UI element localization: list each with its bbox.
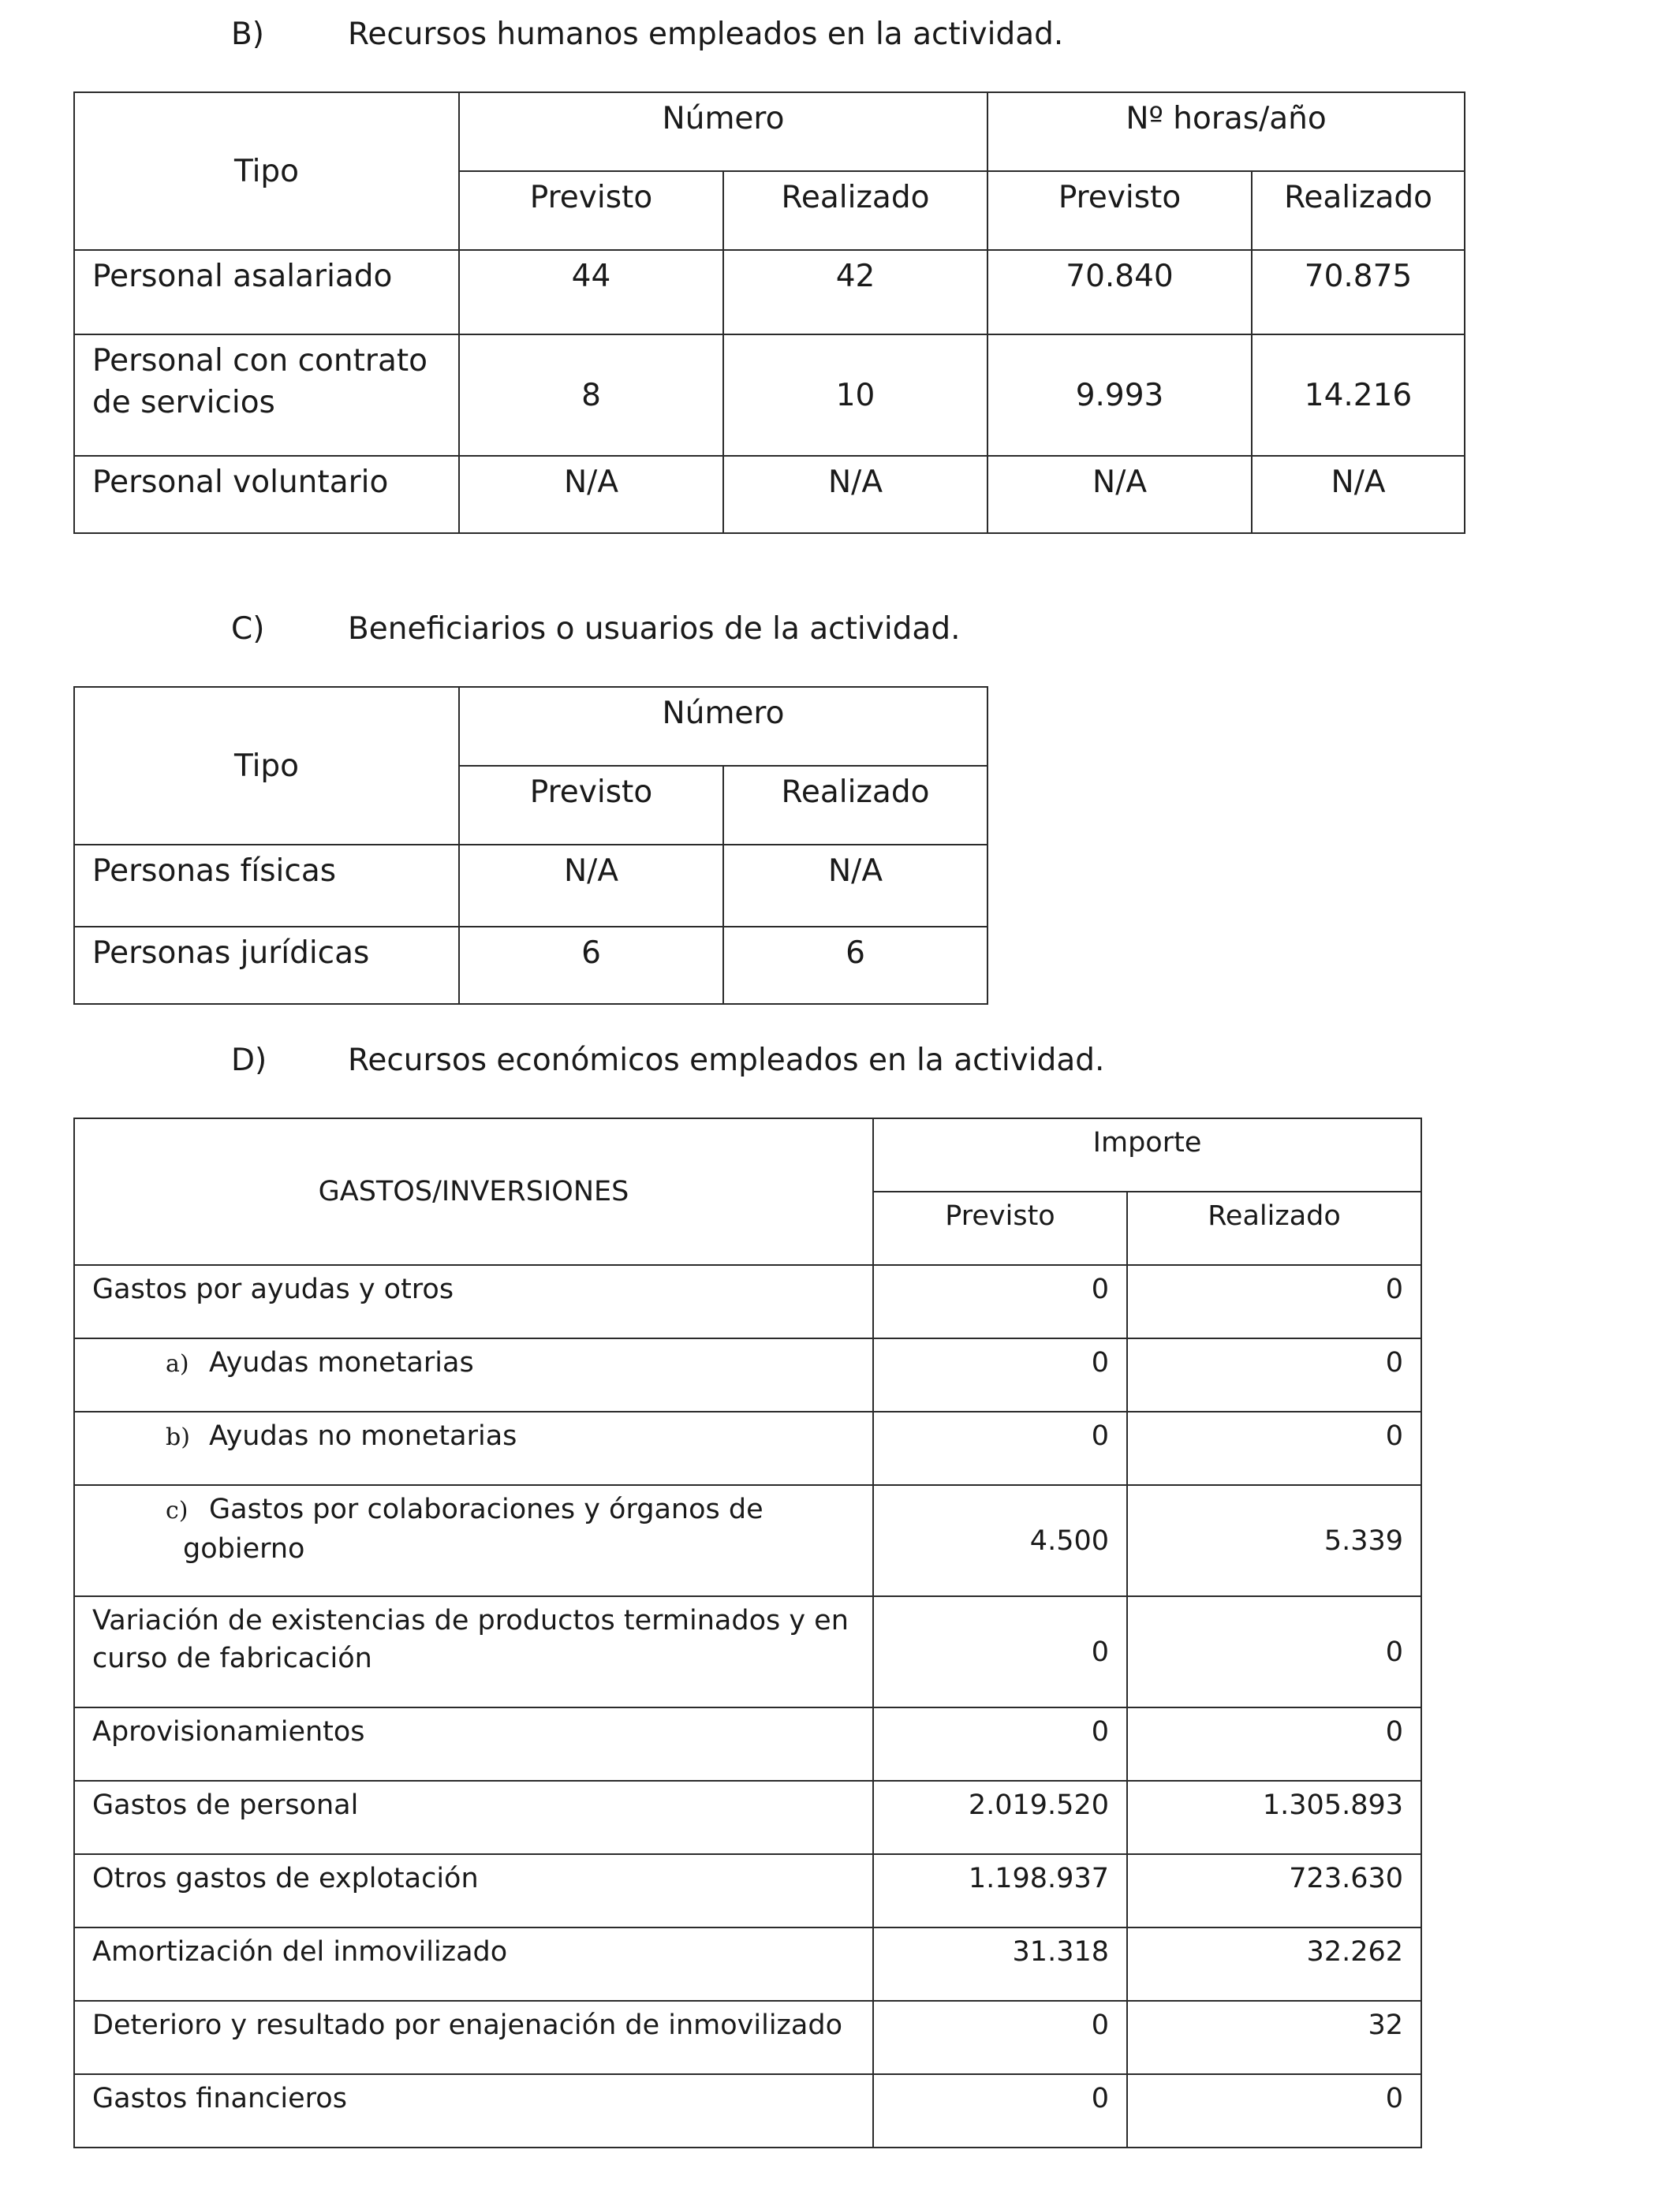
row-previsto: 0 (873, 1338, 1127, 1412)
table-row (74, 250, 1465, 334)
table-row (74, 1265, 1421, 1338)
row-previsto: 6 (459, 927, 723, 1004)
row-num-realizado: 42 (723, 250, 987, 334)
row-concepto: Aprovisionamientos (74, 1707, 873, 1781)
row-previsto: 0 (873, 1265, 1127, 1338)
table-row (74, 1781, 1421, 1854)
economic-resources-table (73, 1118, 1422, 2148)
header-previsto: Previsto (873, 1192, 1127, 1265)
header-numero: Número (459, 92, 987, 171)
row-horas-previsto: 9.993 (987, 334, 1252, 456)
header-previsto: Previsto (459, 766, 723, 845)
table-row (74, 845, 987, 927)
header-realizado: Realizado (1127, 1192, 1421, 1265)
row-realizado: 6 (723, 927, 987, 1004)
row-concepto-line2: curso de fabricación (92, 1643, 372, 1674)
list-marker: b) (166, 1424, 190, 1451)
table-row (74, 1927, 1421, 2001)
header-concepto: GASTOS/INVERSIONES (74, 1118, 873, 1265)
header-horas: Nº horas/año (987, 92, 1465, 171)
row-horas-realizado: 70.875 (1252, 250, 1465, 334)
row-concepto: Gastos de personal (74, 1781, 873, 1854)
row-num-previsto: 8 (459, 334, 723, 456)
row-concepto (74, 1485, 873, 1596)
table-row (74, 2001, 1421, 2074)
table-row (74, 456, 1465, 533)
row-previsto: 2.019.520 (873, 1781, 1127, 1854)
row-previsto: 0 (873, 1596, 1127, 1707)
row-realizado: 0 (1127, 2074, 1421, 2148)
row-num-realizado: 10 (723, 334, 987, 456)
row-tipo: Personal voluntario (74, 456, 459, 533)
section-b-title: Recursos humanos empleados en la actividad. (348, 17, 1064, 52)
human-resources-table (73, 91, 1465, 534)
row-previsto: 1.198.937 (873, 1854, 1127, 1927)
row-realizado: 0 (1127, 1707, 1421, 1781)
row-realizado: 5.339 (1127, 1485, 1421, 1596)
row-previsto: 0 (873, 1707, 1127, 1781)
row-previsto: 0 (873, 2074, 1127, 2148)
section-c-letter: C) (231, 611, 265, 647)
header-tipo: Tipo (74, 687, 459, 845)
row-realizado: N/A (723, 845, 987, 927)
section-c-title: Beneficiarios o usuarios de la actividad. (348, 611, 961, 647)
row-concepto-text: Ayudas no monetarias (209, 1420, 517, 1452)
row-concepto-line2: gobierno (183, 1533, 305, 1565)
row-previsto: 31.318 (873, 1927, 1127, 2001)
table-row (74, 2074, 1421, 2148)
table-row (74, 1854, 1421, 1927)
row-horas-realizado: N/A (1252, 456, 1465, 533)
row-concepto: Deterioro y resultado por enajenación de inmovilizado (74, 2001, 873, 2074)
row-horas-previsto: 70.840 (987, 250, 1252, 334)
header-importe: Importe (873, 1118, 1421, 1192)
header-realizado: Realizado (723, 766, 987, 845)
table-row (74, 1412, 1421, 1485)
table-row (74, 334, 1465, 456)
row-horas-previsto: N/A (987, 456, 1252, 533)
header-tipo: Tipo (74, 92, 459, 250)
header-num-previsto: Previsto (459, 171, 723, 250)
header-numero: Número (459, 687, 987, 766)
row-previsto: 4.500 (873, 1485, 1127, 1596)
row-realizado: 0 (1127, 1412, 1421, 1485)
row-tipo-line1: Personal con contrato (92, 343, 428, 379)
list-marker: a) (166, 1350, 189, 1378)
list-marker: c) (166, 1497, 189, 1524)
row-num-realizado: N/A (723, 456, 987, 533)
row-realizado: 32 (1127, 2001, 1421, 2074)
row-previsto: 0 (873, 2001, 1127, 2074)
table-row (74, 927, 987, 1004)
row-realizado: 723.630 (1127, 1854, 1421, 1927)
row-realizado: 0 (1127, 1265, 1421, 1338)
row-tipo: Personas jurídicas (74, 927, 459, 1004)
row-concepto (74, 1338, 873, 1412)
row-previsto: N/A (459, 845, 723, 927)
section-b-letter: B) (231, 17, 264, 52)
row-concepto (74, 1596, 873, 1707)
row-realizado: 0 (1127, 1338, 1421, 1412)
row-tipo: Personal asalariado (74, 250, 459, 334)
row-concepto: Gastos por ayudas y otros (74, 1265, 873, 1338)
row-realizado: 32.262 (1127, 1927, 1421, 2001)
header-horas-realizado: Realizado (1252, 171, 1465, 250)
table-row (74, 1707, 1421, 1781)
section-d-title: Recursos económicos empleados en la actividad. (348, 1043, 1105, 1078)
row-tipo (74, 334, 459, 456)
table-row (74, 1596, 1421, 1707)
header-num-realizado: Realizado (723, 171, 987, 250)
row-concepto: Amortización del inmovilizado (74, 1927, 873, 2001)
row-concepto-text: Ayudas monetarias (209, 1347, 474, 1379)
table-row (74, 1485, 1421, 1596)
row-realizado: 0 (1127, 1596, 1421, 1707)
row-num-previsto: 44 (459, 250, 723, 334)
section-d-letter: D) (231, 1043, 267, 1078)
row-previsto: 0 (873, 1412, 1127, 1485)
table-row (74, 1338, 1421, 1412)
row-tipo: Personas físicas (74, 845, 459, 927)
row-horas-realizado: 14.216 (1252, 334, 1465, 456)
row-concepto (74, 1412, 873, 1485)
row-tipo-line2: de servicios (92, 385, 275, 420)
row-concepto: Gastos financieros (74, 2074, 873, 2148)
beneficiaries-table (73, 686, 988, 1005)
row-num-previsto: N/A (459, 456, 723, 533)
row-realizado: 1.305.893 (1127, 1781, 1421, 1854)
row-concepto: Otros gastos de explotación (74, 1854, 873, 1927)
header-horas-previsto: Previsto (987, 171, 1252, 250)
row-concepto-line1: Gastos por colaboraciones y órganos de (209, 1494, 763, 1525)
row-concepto-line1: Variación de existencias de productos terminados y en (92, 1605, 849, 1636)
